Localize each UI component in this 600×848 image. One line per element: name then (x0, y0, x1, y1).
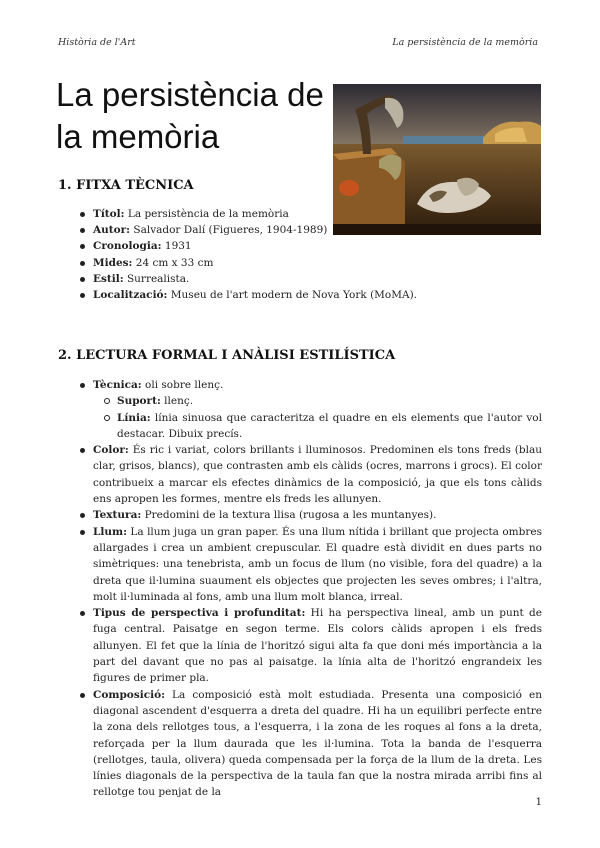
list-item-tecnica: Tècnica: oli sobre llenç. Suport: llenç. Línia: línia sinuosa que caracteritza el quadre en els elements que l'autor vol destacar. Dibuix precís. (93, 377, 542, 442)
bullet-dot-icon (80, 277, 85, 282)
bullet-circle-icon (104, 415, 110, 421)
bullet-dot-icon (80, 244, 85, 249)
technical-sheet-list (93, 206, 453, 303)
title-line-2: la memòria (56, 118, 220, 155)
sub-list (117, 393, 542, 442)
bullet-dot-icon (80, 261, 85, 266)
bullet-dot-icon (80, 693, 85, 698)
list-item: Autor: Salvador Dalí (Figueres, 1904-1989) (93, 222, 453, 238)
page-number: 1 (535, 797, 542, 808)
list-item: Localització: Museu de l'art modern de Nova York (MoMA). (93, 287, 453, 303)
bullet-dot-icon (80, 530, 85, 535)
section-2-heading: 2. LECTURA FORMAL I ANÀLISI ESTILÍSTICA (58, 348, 396, 363)
list-item-textura: Textura: Predomini de la textura llisa (rugosa a les muntanyes). (93, 507, 542, 523)
list-item-suport: Suport: llenç. (117, 393, 542, 409)
list-item-linia: Línia: línia sinuosa que caracteritza el quadre en els elements que l'autor vol destacar. Dibuix precís. (117, 410, 542, 443)
list-item: Estil: Surrealista. (93, 271, 453, 287)
list-item: Cronologia: 1931 (93, 238, 453, 254)
bullet-dot-icon (80, 513, 85, 518)
formal-analysis-list (93, 377, 542, 801)
bullet-dot-icon (80, 383, 85, 388)
bullet-circle-icon (104, 398, 110, 404)
page-title (56, 74, 346, 158)
list-item-composicio: Composició: La composició està molt estudiada. Presenta una composició en diagonal ascendent d'esquerra a dreta del quadre. Hi ha un equilibri perfecte entre la zona dels rellotges tous, a l'esquerra, i la zona de les roques al fons a la dreta, reforçada per la llum daurada que les il·lumina. Tota la banda de l'esquerra (rellotges, taula, olivera) queda compensada per la força de la llum de la dreta. Les línies diagonals de la perspectiva de la taula fan que la nostra mirada arribi fins al rellotge tou penjat de la (93, 687, 542, 801)
title-line-1: La persistència de (56, 76, 324, 113)
list-item-perspectiva: Tipus de perspectiva i profunditat: Hi ha perspectiva lineal, amb un punt de fuga central. Paisatge en segon terme. Els colors càlids apropen i els freds allunyen. El fet que la línia de l'horitzó sigui alta fa que doni més importància a la part del davant que no pas al paisatge. la línia alta de l'horitzó engrandeix les figures de primer pla. (93, 605, 542, 686)
running-header-right: La persistència de la memòria (392, 37, 538, 48)
running-header-left: Història de l'Art (58, 37, 136, 48)
list-item-llum: Llum: La llum juga un gran paper. És una llum nítida i brillant que projecta ombres allargades i crea un ambient crepuscular. El quadre està dividit en dues parts no simètriques: una tenebrista, amb un focus de llum (no visible, fora del quadre) a la dreta que il·lumina suaument els objectes que projecten les seves ombres; i l'altra, molt il·luminada al fons, amb una llum molt blanca, irreal. (93, 524, 542, 605)
list-item: Títol: La persistència de la memòria (93, 206, 453, 222)
bullet-dot-icon (80, 212, 85, 217)
bullet-dot-icon (80, 611, 85, 616)
list-item: Mides: 24 cm x 33 cm (93, 255, 453, 271)
list-item-color: Color: És ric i variat, colors brillants i lluminosos. Predominen els tons freds (blau clar, grisos, blancs), que contrasten amb els càlids (ocres, marrons i grocs). El color contribueix a marcar els efectes dinàmics de la composició, ja que els tons càlids ens apropen les formes, mentre els freds les allunyen. (93, 442, 542, 507)
bullet-dot-icon (80, 293, 85, 298)
bullet-dot-icon (80, 228, 85, 233)
section-1-heading: 1. FITXA TÈCNICA (58, 178, 194, 193)
bullet-dot-icon (80, 448, 85, 453)
